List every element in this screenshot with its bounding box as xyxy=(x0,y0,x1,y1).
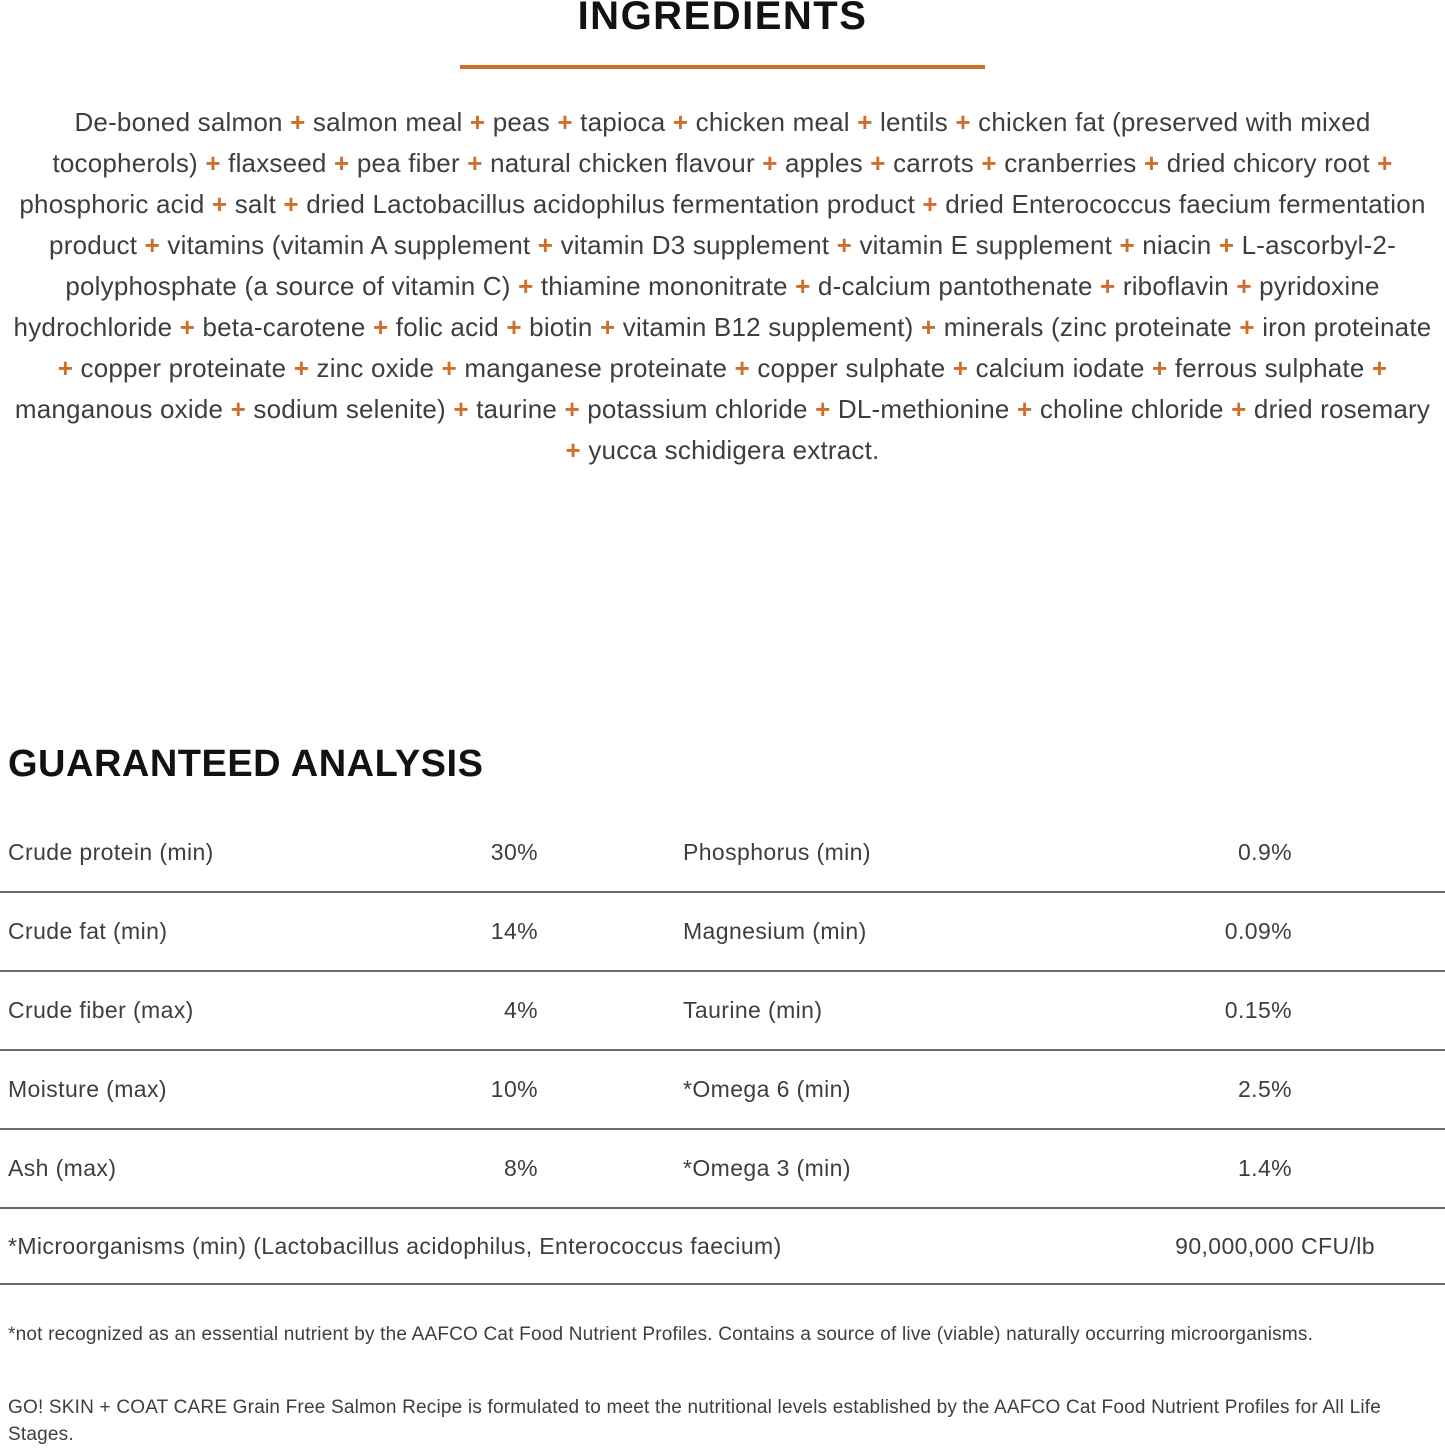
analysis-label: *Omega 6 (min) xyxy=(683,1076,851,1102)
plus-separator: + xyxy=(137,230,168,260)
plus-separator: + xyxy=(462,107,493,137)
plus-separator: + xyxy=(549,107,581,137)
plus-separator: + xyxy=(1211,230,1242,260)
analysis-label: Crude fat (min) xyxy=(8,918,168,944)
analysis-label: Taurine (min) xyxy=(683,997,823,1023)
analysis-row xyxy=(0,814,1445,893)
plus-separator: + xyxy=(862,148,894,178)
analysis-label: Crude protein (min) xyxy=(8,839,214,865)
ingredients-text: De-boned salmon + salmon meal + peas + tapioca + chicken meal + lentils + chicken fat (preserved with mixed tocopherols) + flaxseed + pea fiber + natural chicken flavour + apples + carrots + cranberries + dried chicory root + phosphoric acid + salt + dried Lactobacillus acidophilus fermentation product + dried Enterococcus faecium fermentation product + vitamins (vitamin A supplement + vitamin D3 supplement + vitamin E supplement + niacin + L-ascorbyl-2-polyphosphate (a source of vitamin C) + thiamine mononitrate + d-calcium pantothenate + riboflavin + pyridoxine hydrochloride + beta-carotene + folic acid + biotin + vitamin B12 supplement) + minerals (zinc proteinate + iron proteinate + copper proteinate + zinc oxide + manganese proteinate + copper sulphate + calcium iodate + ferrous sulphate + manganous oxide + sodium selenite) + taurine + potassium chloride + DL-methionine + choline chloride + dried rosemary + yucca schidigera extract. xyxy=(13,107,1432,465)
guaranteed-analysis-section xyxy=(0,743,1445,1285)
plus-separator: + xyxy=(204,189,235,219)
microorganisms-row xyxy=(0,1209,1445,1285)
microorganisms-value: 90,000,000 CFU/lb xyxy=(1175,1232,1375,1259)
aafco-statement: GO! SKIN + COAT CARE Grain Free Salmon Recipe is formulated to meet the nutritional levels established by the AAFCO Cat Food Nutrient Profiles for All Life Stages. xyxy=(8,1397,1382,1445)
analysis-label: Crude fiber (max) xyxy=(8,997,194,1023)
plus-separator: + xyxy=(276,189,307,219)
plus-separator: + xyxy=(326,148,357,178)
analysis-value: 1.4% xyxy=(1237,1155,1292,1181)
plus-separator: + xyxy=(434,353,465,383)
plus-separator: + xyxy=(498,312,530,342)
plus-separator: + xyxy=(557,394,588,424)
plus-separator: + xyxy=(1136,148,1167,178)
analysis-row xyxy=(0,893,1445,972)
ingredients-section xyxy=(0,0,1445,471)
guaranteed-analysis-title: GUARANTEED ANALYSIS xyxy=(8,743,484,785)
plus-separator: + xyxy=(1223,394,1254,424)
plus-separator: + xyxy=(1092,271,1123,301)
title-underline xyxy=(460,65,985,69)
ingredients-title: INGREDIENTS xyxy=(577,0,868,38)
analysis-label: Magnesium (min) xyxy=(683,918,867,944)
analysis-label: Ash (max) xyxy=(8,1155,117,1181)
plus-separator: + xyxy=(530,230,561,260)
plus-separator: + xyxy=(510,271,541,301)
plus-separator: + xyxy=(787,271,818,301)
plus-separator: + xyxy=(947,107,979,137)
plus-separator: + xyxy=(1228,271,1260,301)
microorganisms-label: *Microorganisms (min) (Lactobacillus acidophilus, Enterococcus faecium) xyxy=(8,1232,782,1259)
plus-separator: + xyxy=(172,312,203,342)
analysis-value: 30% xyxy=(490,839,538,865)
plus-separator: + xyxy=(754,148,786,178)
plus-separator: + xyxy=(973,148,1005,178)
analysis-value: 2.5% xyxy=(1237,1076,1292,1102)
analysis-value: 8% xyxy=(503,1155,538,1181)
plus-separator: + xyxy=(915,189,946,219)
plus-separator: + xyxy=(445,394,477,424)
plus-separator: + xyxy=(945,353,976,383)
plus-separator: + xyxy=(1364,353,1388,383)
analysis-label: *Omega 3 (min) xyxy=(683,1155,851,1181)
analysis-value: 10% xyxy=(490,1076,538,1102)
plus-separator: + xyxy=(1112,230,1143,260)
plus-separator: + xyxy=(1369,148,1393,178)
plus-separator: + xyxy=(197,148,229,178)
analysis-table xyxy=(0,814,1445,1285)
plus-separator: + xyxy=(1009,394,1040,424)
analysis-value: 0.9% xyxy=(1237,839,1292,865)
plus-separator: + xyxy=(1144,353,1175,383)
plus-separator: + xyxy=(1231,312,1263,342)
plus-separator: + xyxy=(365,312,396,342)
plus-separator: + xyxy=(57,353,81,383)
analysis-row xyxy=(0,1051,1445,1130)
plus-separator: + xyxy=(459,148,491,178)
plus-separator: + xyxy=(849,107,881,137)
plus-separator: + xyxy=(807,394,838,424)
plus-separator: + xyxy=(665,107,696,137)
plus-separator: + xyxy=(565,435,589,465)
analysis-row xyxy=(0,1130,1445,1209)
analysis-row xyxy=(0,972,1445,1051)
plus-separator: + xyxy=(223,394,254,424)
plus-separator: + xyxy=(727,353,758,383)
plus-separator: + xyxy=(829,230,860,260)
analysis-value: 4% xyxy=(503,997,538,1023)
analysis-value: 0.09% xyxy=(1224,918,1292,944)
analysis-value: 0.15% xyxy=(1224,997,1292,1023)
asterisk-footnote: *not recognized as an essential nutrient by the AAFCO Cat Food Nutrient Profiles. Contains a source of live (viable) naturally occurring microorganisms. xyxy=(8,1324,1314,1345)
analysis-label: Phosphorus (min) xyxy=(683,839,871,865)
plus-separator: + xyxy=(592,312,623,342)
plus-separator: + xyxy=(282,107,313,137)
analysis-value: 14% xyxy=(490,918,538,944)
plus-separator: + xyxy=(913,312,944,342)
plus-separator: + xyxy=(286,353,317,383)
analysis-label: Moisture (max) xyxy=(8,1076,167,1102)
